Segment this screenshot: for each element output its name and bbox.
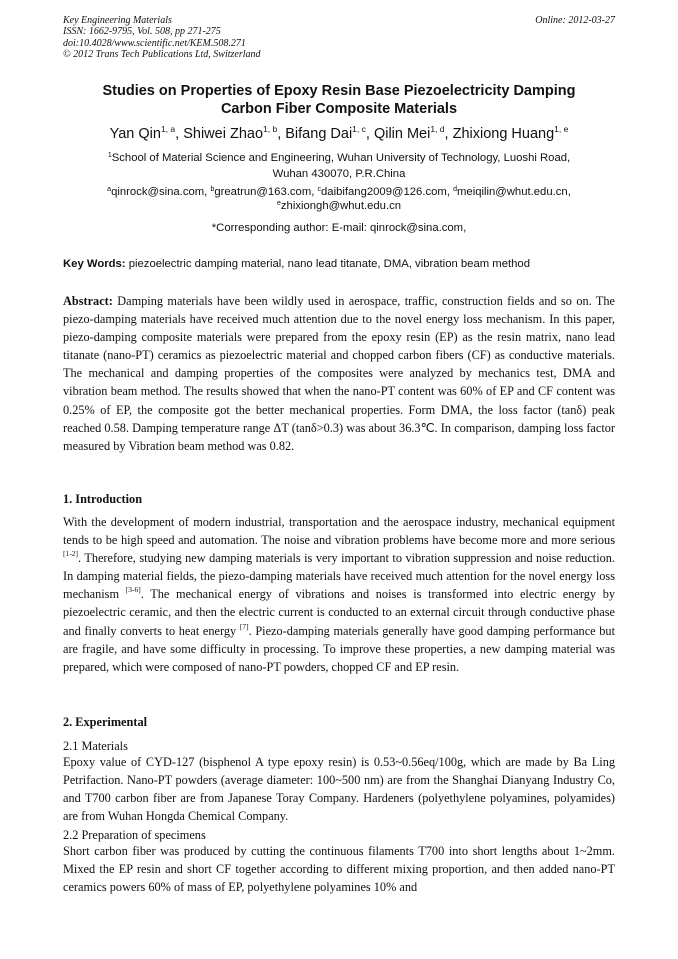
intro-text: With the development of modern industrial, transportation and the aerospace industry, mechanical equipment tends to be high speed and automation. The noise and vibration problems have become more and more serious [63,515,615,548]
email-sup: c [317,186,322,193]
title-line-1: Studies on Properties of Epoxy Resin Base Piezoelectricity Damping [102,83,576,99]
materials-paragraph: Epoxy value of CYD-127 (bisphenol A type epoxy resin) is 0.53~0.56eq/100g, which are made by Ba Ling Petrifaction. Nano-PT powders (average diameter: 100~500 nm) are from the Shanghai Dianyang Industry Co, and T700 carbon fiber are from Japanese Toray Company. Hardeners (polyethylene polyamines, polyamides) are from Wuhan Hongda Chemical Company. [63,755,615,824]
abstract [63,292,615,455]
author-emails: $^a$qinrock@sina.com, $^b$greatrun@163.com, $^c$daibifang2009@126.com, $^d$meiqilin@whut.edu.cn, $^e$zhixiongh@whut.edu.cn [107,186,571,212]
affiliation-sup: 1 [107,152,112,159]
affiliation-line-2: Wuhan 430070, P.R.China [272,168,406,180]
author-sup: 1, e [554,124,569,134]
preparation-paragraph: Short carbon fiber was produced by cutting the continuous filaments T700 into short lengths about 1~2mm. Mixed the EP resin and short CF together according to different mixing proportion, and then added nano-PT ceramics powers 60% of mass of EP, polyethylene polyamines 10% and [63,844,615,895]
keywords-text: piezoelectric damping material, nano lead titanate, DMA, vibration beam method [128,258,530,270]
intro-text: . Therefore, studying new damping materials is very important to vibration suppression and noise reduction. In damping material fields, the piezo-damping materials have received much attention for the novel energy loss mechanism [63,551,615,602]
abstract-label: Abstract: [63,294,113,308]
title-line-2: Carbon Fiber Composite Materials [220,101,458,117]
section-heading-experimental: 2. Experimental [63,715,148,729]
corresponding-author: *Corresponding author: E-mail: qinrock@sina.com, [211,222,467,234]
affiliation [63,150,615,182]
author-sup: 1, c [352,124,366,134]
author-name: Qilin Mei [373,126,431,142]
email-sup: a [107,186,112,193]
intro-text: . The mechanical energy of vibrations and noises is transformed into electric energy by piezoelectric ceramic, and then the electric current is conducted to an external circuit through conductive phase and finally converts to heat energy [63,587,616,638]
author-name: Bifang Dai [285,126,353,142]
section-heading-introduction: 1. Introduction [63,492,143,506]
author-email: greatrun@163.com [214,186,312,198]
citation: [1-2] [63,549,78,559]
author-email: qinrock@sina.com [111,186,205,198]
email-sup: b [210,186,215,193]
citation: [3-6] [125,585,141,595]
intro-text: . Piezo-damping materials generally have good damping performance but are fragile, and have some difficulty in processing. To improve these properties, a new damping material was prepared, which were composed of nano-PT powders, chopped CF and EP resin. [63,623,615,674]
abstract-text: Damping materials have been wildly used in aerospace, traffic, construction fields and so on. The piezo-damping materials have received much attention due to the novel energy loss mechanism. In this paper, piezo-damping composite materials were prepared from the epoxy resin (EP) as the resin matrix, nano lead titanate (nano-PT) ceramics as piezoelectric material and chopped carbon fibers (CF) as conductive materials. The mechanical and damping properties of the composites were analyzed by mechanics test, DMA and vibration beam method. The results showed that when the nano-PT content was 60% of EP and CF content was 0.25% of EP, the composite got the better mechanical properties. Form DMA, the loss factor (tanδ) peak reached 0.58. Damping temperature range ΔT (tanδ>0.3) was about 36.3℃. In comparison, damping loss factor measured by Vibration beam method was 0.82. [63,294,615,453]
author-email: meiqilin@whut.edu.cn [457,186,568,198]
email-sup: e [276,200,281,207]
author-sup: 1, b [263,124,278,134]
author-email: zhixiongh@whut.edu.cn [280,200,402,212]
keywords-label: Key Words: [63,258,126,270]
author-name: Yan Qin [109,126,161,142]
author-list: Yan Qin$^{1, a}$, Shiwei Zhao$^{1, b}$, Bifang Dai$^{1, c}$, Qilin Mei$^{1, d}$, Zhixiong Huang$^{1, e}$ [109,124,569,142]
citation: [7] [239,621,249,631]
affiliation-line-1: School of Material Science and Engineering, Wuhan University of Technology, Luoshi Road, [111,152,571,164]
author-name: Zhixiong Huang [452,126,555,142]
journal-copyright: © 2012 Trans Tech Publications Ltd, Switzerland [63,49,261,61]
journal-name: Key Engineering Materials [63,15,172,26]
email-sup: d [453,186,457,193]
author-email: daibifang2009@126.com [321,186,447,198]
introduction-paragraph [63,513,615,676]
journal-doi: doi:10.4028/www.scientific.net/KEM.508.271 [63,37,246,49]
paper-title [63,82,615,118]
keywords [63,257,615,271]
subsection-heading-preparation: 2.2 Preparation of specimens [63,828,206,842]
online-date: Online: 2012-03-27 [535,15,615,26]
journal-header [63,15,615,61]
author-sup: 1, d [430,124,445,134]
journal-issn: ISSN: 1662-9795, Vol. 508, pp 271-275 [63,26,221,38]
subsection-heading-materials: 2.1 Materials [63,739,128,753]
author-name: Shiwei Zhao [183,126,264,142]
author-sup: 1, a [160,124,176,134]
